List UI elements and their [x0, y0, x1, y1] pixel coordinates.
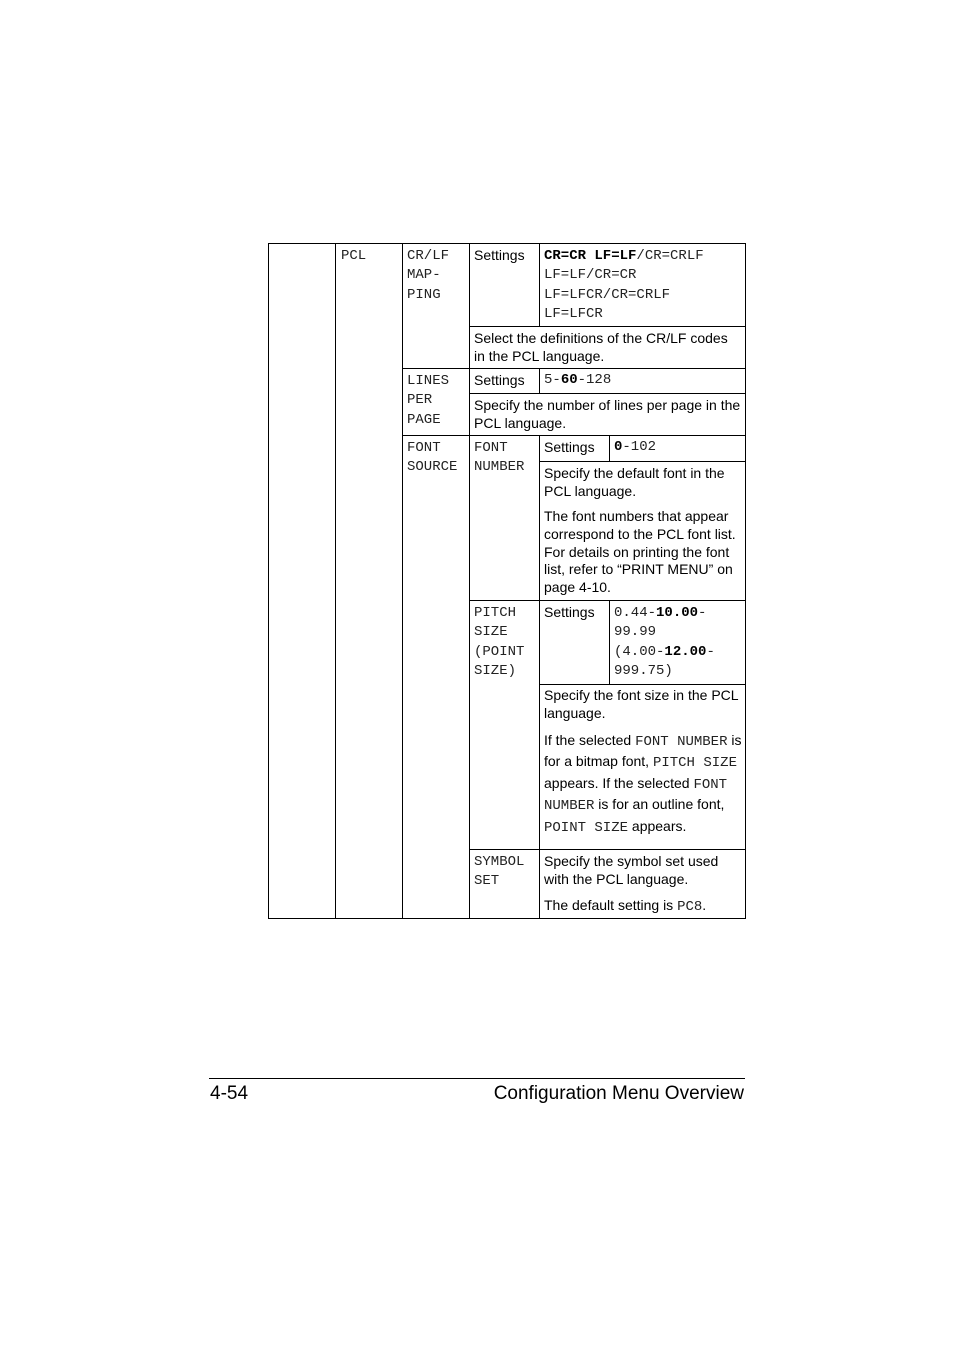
fontnum-range-max: -102 — [622, 439, 657, 455]
config-menu-table — [268, 243, 746, 919]
pitch-description-1: Specify the font size in the PCL language. — [544, 687, 739, 721]
fontnum-range-default: 0 — [614, 439, 623, 455]
menu-symbol-set — [474, 853, 524, 892]
lines-settings-label: Settings — [474, 372, 525, 388]
pitch-d2-font-number-2: FONT NUMBER — [544, 776, 728, 815]
menu-lines-line3: PAGE — [407, 411, 441, 428]
pitch-d2-point-size: POINT SIZE — [544, 819, 629, 836]
row-line-pitch-end — [469, 849, 746, 850]
table-border-bottom — [268, 918, 746, 919]
fontnum-settings-label: Settings — [544, 439, 595, 455]
col-divider-4 — [539, 243, 540, 326]
pitch-d2-font-number: FONT NUMBER — [635, 734, 728, 750]
table-border-top — [268, 243, 746, 244]
menu-pitch-line1: PITCH — [474, 605, 517, 621]
menu-crlf-line2: MAP- — [407, 267, 441, 284]
crlf-description: Select the definitions of the CR/LF codes in the PCL language. — [474, 330, 728, 364]
pitch-d2-text-b: is for a bitmap font, — [544, 732, 742, 770]
symbol-description-1: Specify the symbol set used with the PCL language. — [544, 853, 719, 887]
pitch-description-2 — [544, 731, 744, 838]
menu-pitch-line2: SIZE — [474, 624, 508, 641]
symbol-d2-text-a: The default setting is — [544, 897, 678, 913]
section-title: Configuration Menu Overview — [493, 1083, 744, 1104]
col-divider-2 — [402, 243, 403, 919]
pitch-d2-text-e: appears. — [628, 817, 687, 834]
menu-lines-line2: PER — [407, 392, 433, 409]
symbol-d2-text-b: . — [702, 897, 707, 913]
row-line-fontnum-end — [469, 600, 746, 601]
lines-description: Specify the number of lines per page in the PCL language. — [474, 397, 741, 431]
col-divider-4c — [539, 435, 540, 919]
crlf-option-rest: /CR=CRLF — [636, 248, 704, 264]
table-border-right — [745, 243, 746, 919]
point-range-max: 999.75) — [614, 662, 673, 679]
menu-crlf-mapping — [407, 247, 449, 305]
footer-rule — [209, 1078, 745, 1079]
point-range-dash: - — [706, 643, 715, 660]
pitch-range-max: 99.99 — [614, 624, 657, 641]
row-line-fontnum-settings — [539, 461, 746, 462]
fontnum-description-1: Specify the default font in the PCL language. — [544, 465, 725, 499]
row-line-lines-settings — [469, 393, 746, 394]
col-divider-3 — [469, 243, 470, 919]
page-number: 4-54 — [210, 1083, 249, 1104]
crlf-settings-label: Settings — [474, 247, 525, 263]
col-divider-5b — [609, 600, 610, 684]
menu-pitch-line4: SIZE) — [474, 662, 517, 679]
menu-fontnumber-line1: FONT — [474, 440, 508, 456]
col-divider-5 — [609, 435, 610, 461]
fontnum-description-2: The font numbers that appear correspond to the PCL font list. For details on printing the font list, refer to “PRINT MENU” on page 4-10. — [544, 508, 736, 596]
symbol-description-2 — [544, 896, 744, 916]
lines-range-max: -128 — [577, 372, 612, 388]
row-line-crlf-settings — [469, 326, 746, 327]
menu-fontsource-line1: FONT — [407, 440, 441, 456]
pitch-range-dash: - — [698, 605, 707, 621]
lines-range — [544, 371, 611, 390]
point-range-default: 12.00 — [664, 643, 707, 660]
crlf-option-2: LF=LF/CR=CR — [544, 267, 637, 284]
crlf-option-4: LF=LFCR — [544, 305, 603, 322]
menu-crlf-line1: CR/LF — [407, 248, 450, 264]
symbol-d2-value: PC8 — [677, 899, 703, 915]
pitch-d2-text-d: is for an outline font, — [594, 796, 725, 813]
row-line-lines-end — [402, 435, 746, 436]
menu-crlf-line3: PING — [407, 286, 441, 303]
point-range-line1 — [614, 643, 715, 662]
col-divider-1 — [335, 243, 336, 919]
pitch-range-line1 — [614, 604, 715, 623]
menu-fontsource-line2: SOURCE — [407, 459, 458, 476]
pitch-range — [614, 604, 715, 681]
row-line-crlf-end — [402, 368, 746, 369]
menu-font-source — [407, 439, 457, 478]
crlf-option-3: LF=LFCR/CR=CRLF — [544, 286, 671, 303]
point-range-min: (4.00- — [614, 643, 665, 660]
pitch-settings-label: Settings — [544, 604, 595, 620]
fontnum-range — [614, 438, 656, 457]
menu-pcl: PCL — [341, 248, 367, 264]
pitch-range-min: 0.44- — [614, 605, 657, 621]
menu-symbol-line1: SYMBOL — [474, 854, 525, 870]
crlf-options — [544, 247, 704, 324]
lines-range-default: 60 — [560, 372, 578, 388]
table-border-left — [268, 243, 269, 919]
menu-pitch-size — [474, 604, 524, 681]
lines-range-min: 5- — [544, 372, 561, 388]
col-divider-4b — [539, 368, 540, 393]
pitch-range-default: 10.00 — [656, 605, 699, 621]
pitch-d2-pitch-size: PITCH SIZE — [652, 755, 737, 772]
pitch-d2-text-a: If the selected — [544, 732, 636, 748]
crlf-default-value: CR=CR LF=LF — [544, 248, 637, 264]
menu-lines-line1: LINES — [407, 373, 450, 389]
row-line-pitch-settings — [539, 684, 746, 685]
menu-pitch-line3: (POINT — [474, 643, 525, 660]
menu-font-number — [474, 439, 524, 478]
menu-lines-per-page — [407, 372, 449, 430]
crlf-option-default — [544, 247, 704, 266]
menu-fontnumber-line2: NUMBER — [474, 459, 525, 476]
pitch-d2-text-c: appears. If the selected — [544, 774, 694, 791]
menu-symbol-line2: SET — [474, 873, 500, 890]
